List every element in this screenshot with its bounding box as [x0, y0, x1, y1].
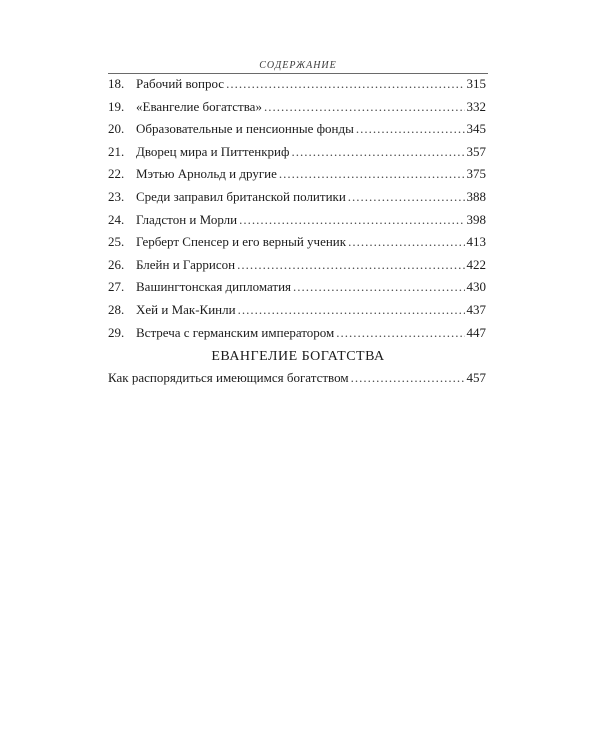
toc-entry — [108, 144, 486, 167]
entry-page: 375 — [466, 166, 486, 182]
dot-leader — [264, 99, 465, 115]
dot-leader — [237, 257, 464, 273]
dot-leader — [238, 302, 465, 318]
toc-entry — [108, 325, 486, 348]
toc-entry — [108, 99, 486, 122]
toc-entry — [108, 279, 486, 302]
dot-leader — [336, 325, 464, 341]
table-of-contents — [108, 76, 486, 347]
toc-entry — [108, 189, 486, 212]
dot-leader — [239, 212, 464, 228]
entry-number: 24. — [108, 211, 125, 227]
entry-title: Блейн и Гаррисон — [136, 256, 236, 272]
dot-leader — [291, 144, 464, 160]
entry-page: 457 — [466, 370, 486, 385]
running-head: СОДЕРЖАНИЕ — [259, 60, 337, 71]
section-heading: ЕВАНГЕЛИЕ БОГАТСТВА — [211, 349, 385, 364]
dot-leader — [351, 370, 465, 386]
entry-page: 357 — [466, 143, 486, 159]
entry-number: 18. — [108, 76, 125, 91]
entry-page: 398 — [466, 211, 486, 227]
entry-title: Встреча с германским императором — [136, 324, 335, 340]
entry-title: Герберт Спенсер и его верный ученик — [136, 234, 347, 250]
toc-entry — [108, 234, 486, 257]
dot-leader — [348, 234, 464, 250]
entry-number: 29. — [108, 324, 125, 340]
entry-number: 26. — [108, 256, 125, 272]
entry-page: 447 — [466, 324, 486, 340]
section-contents — [108, 370, 486, 393]
entry-page: 413 — [466, 234, 486, 250]
entry-page: 315 — [466, 76, 486, 91]
header-rule — [108, 73, 488, 74]
dot-leader — [279, 166, 465, 182]
toc-entry — [108, 370, 486, 393]
entry-page: 332 — [466, 98, 486, 114]
entry-title: Среди заправил британской политики — [136, 188, 346, 204]
entry-title: Гладстон и Морли — [136, 211, 238, 227]
entry-page: 422 — [466, 256, 486, 272]
entry-page: 430 — [466, 279, 486, 295]
dot-leader — [348, 189, 465, 205]
entry-title: Как распорядиться имеющимся богатством — [108, 370, 349, 385]
entry-title: Дворец мира и Питтенкриф — [136, 143, 290, 159]
toc-entry — [108, 76, 486, 99]
entry-number: 25. — [108, 234, 125, 250]
dot-leader — [356, 121, 465, 137]
entry-title: Мэтью Арнольд и другие — [136, 166, 277, 182]
entry-page: 437 — [466, 301, 486, 317]
toc-entry — [108, 212, 486, 235]
toc-entry — [108, 166, 486, 189]
entry-number: 27. — [108, 279, 125, 295]
toc-entry — [108, 121, 486, 144]
entry-title: Вашингтонская дипломатия — [136, 279, 292, 295]
dot-leader — [293, 279, 464, 295]
entry-number: 28. — [108, 301, 125, 317]
dot-leader — [226, 76, 464, 92]
entry-page: 388 — [466, 188, 486, 204]
entry-title: Образовательные и пенсионные фонды — [136, 121, 354, 137]
entry-number: 23. — [108, 188, 125, 204]
toc-entry — [108, 302, 486, 325]
entry-page: 345 — [466, 121, 486, 137]
entry-number: 21. — [108, 143, 125, 159]
entry-title: «Евангелие богатства» — [136, 98, 262, 114]
toc-entry — [108, 257, 486, 280]
entry-number: 22. — [108, 166, 125, 182]
entry-number: 19. — [108, 98, 125, 114]
entry-title: Рабочий вопрос — [136, 76, 225, 91]
entry-title: Хей и Мак-Кинли — [136, 301, 236, 317]
entry-number: 20. — [108, 121, 125, 137]
